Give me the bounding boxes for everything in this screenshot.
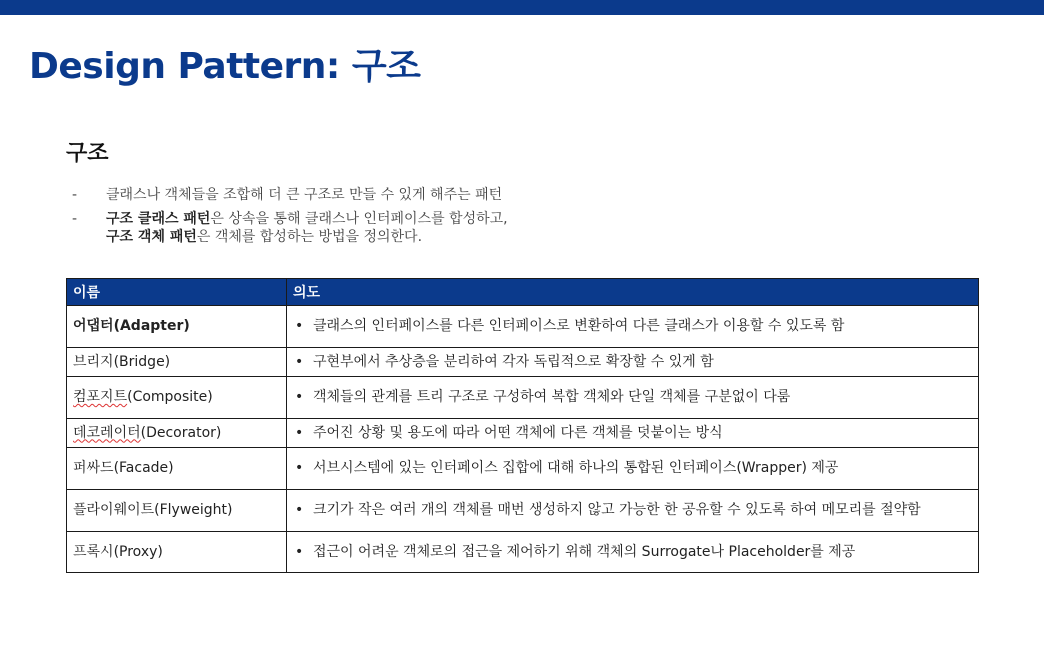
bullet-marker: - (72, 187, 78, 203)
table-row (67, 377, 979, 419)
bullet-dot: • (295, 460, 304, 476)
pattern-name-korean: 어댑터 (73, 318, 114, 334)
bullet-item (66, 210, 966, 246)
pattern-intent-text: 클래스의 인터페이스를 다른 인터페이스로 변환하여 다른 클래스가 이용할 수 있도록 함 (313, 318, 845, 334)
pattern-name-english: (Adapter) (113, 318, 190, 334)
pattern-name-english: (Flyweight) (154, 502, 233, 518)
pattern-intent (287, 532, 979, 573)
table-row (67, 348, 979, 377)
section-heading: 구조 (66, 141, 109, 166)
table-row (67, 448, 979, 490)
pattern-name (67, 377, 287, 419)
top-accent-bar (0, 0, 1044, 15)
pattern-name-english: (Bridge) (113, 353, 171, 370)
pattern-intent-text: 구현부에서 추상층을 분리하여 각자 독립적으로 확장할 수 있게 함 (313, 353, 714, 370)
pattern-intent-text: 서브시스템에 있는 인터페이스 집합에 대해 하나의 통합된 인터페이스(Wrapper) 제공 (313, 460, 839, 476)
pattern-name (67, 348, 287, 377)
bullet-text (106, 210, 508, 246)
pattern-name (67, 448, 287, 490)
bold-term: 구조 객체 패턴 (106, 229, 197, 245)
pattern-intent (287, 419, 979, 448)
pattern-name-korean: 데코레이터 (73, 424, 141, 441)
pattern-intent-text: 주어진 상황 및 용도에 따라 어떤 객체에 다른 객체를 덧붙이는 방식 (313, 424, 723, 441)
table-header-row (67, 279, 979, 306)
pattern-name (67, 490, 287, 532)
pattern-intent-text: 크기가 작은 여러 개의 객체를 매번 생성하지 않고 가능한 한 공유할 수 있도록 하여 메모리를 절약함 (313, 502, 921, 518)
pattern-name-english: (Decorator) (140, 424, 222, 441)
pattern-name-korean: 브리지 (73, 353, 114, 370)
bullet-dot: • (295, 543, 304, 560)
pattern-intent (287, 348, 979, 377)
bullet-text-body: 은 객체를 합성하는 방법을 정의한다. (196, 229, 423, 245)
bullet-dot: • (295, 502, 304, 518)
column-header-name: 이름 (67, 279, 287, 306)
bold-term: 구조 클래스 패턴 (106, 211, 211, 227)
bullet-dot: • (295, 318, 304, 334)
pattern-name-english: (Facade) (113, 460, 174, 476)
table-row (67, 490, 979, 532)
pattern-name-korean: 컴포지트 (73, 389, 128, 405)
pattern-intent (287, 448, 979, 490)
pattern-name-korean: 프록시 (73, 543, 114, 560)
table-row (67, 532, 979, 573)
pattern-intent (287, 306, 979, 348)
pattern-name-english: (Composite) (127, 389, 213, 405)
slide-title: Design Pattern: 구조 (29, 46, 421, 87)
bullet-dot: • (295, 389, 304, 405)
pattern-intent (287, 490, 979, 532)
pattern-intent-text: 객체들의 관계를 트리 구조로 구성하여 복합 객체와 단일 객체를 구분없이 다룸 (313, 389, 791, 405)
pattern-name (67, 532, 287, 573)
pattern-name-english: (Proxy) (113, 543, 163, 560)
pattern-name-korean: 플라이웨이트 (73, 502, 155, 518)
bullet-dot: • (295, 353, 304, 370)
bullet-text-body: 은 상속을 통해 클래스나 인터페이스를 합성하고, (210, 211, 508, 227)
bullet-item (66, 186, 966, 204)
table-row (67, 306, 979, 348)
bullet-text-body: 클래스나 객체들을 조합해 더 큰 구조로 만들 수 있게 해주는 패턴 (106, 187, 503, 203)
pattern-name-korean: 퍼싸드 (73, 460, 114, 476)
pattern-intent (287, 377, 979, 419)
pattern-intent-text: 접근이 어려운 객체로의 접근을 제어하기 위해 객체의 Surrogate나 Placeholder를 제공 (313, 543, 856, 560)
bullet-text (106, 186, 502, 204)
pattern-table (66, 278, 979, 573)
bullet-list (66, 186, 966, 252)
table-row (67, 419, 979, 448)
pattern-name (67, 419, 287, 448)
pattern-name (67, 306, 287, 348)
bullet-dot: • (295, 424, 304, 441)
column-header-intent: 의도 (287, 279, 979, 306)
bullet-marker: - (72, 211, 78, 227)
